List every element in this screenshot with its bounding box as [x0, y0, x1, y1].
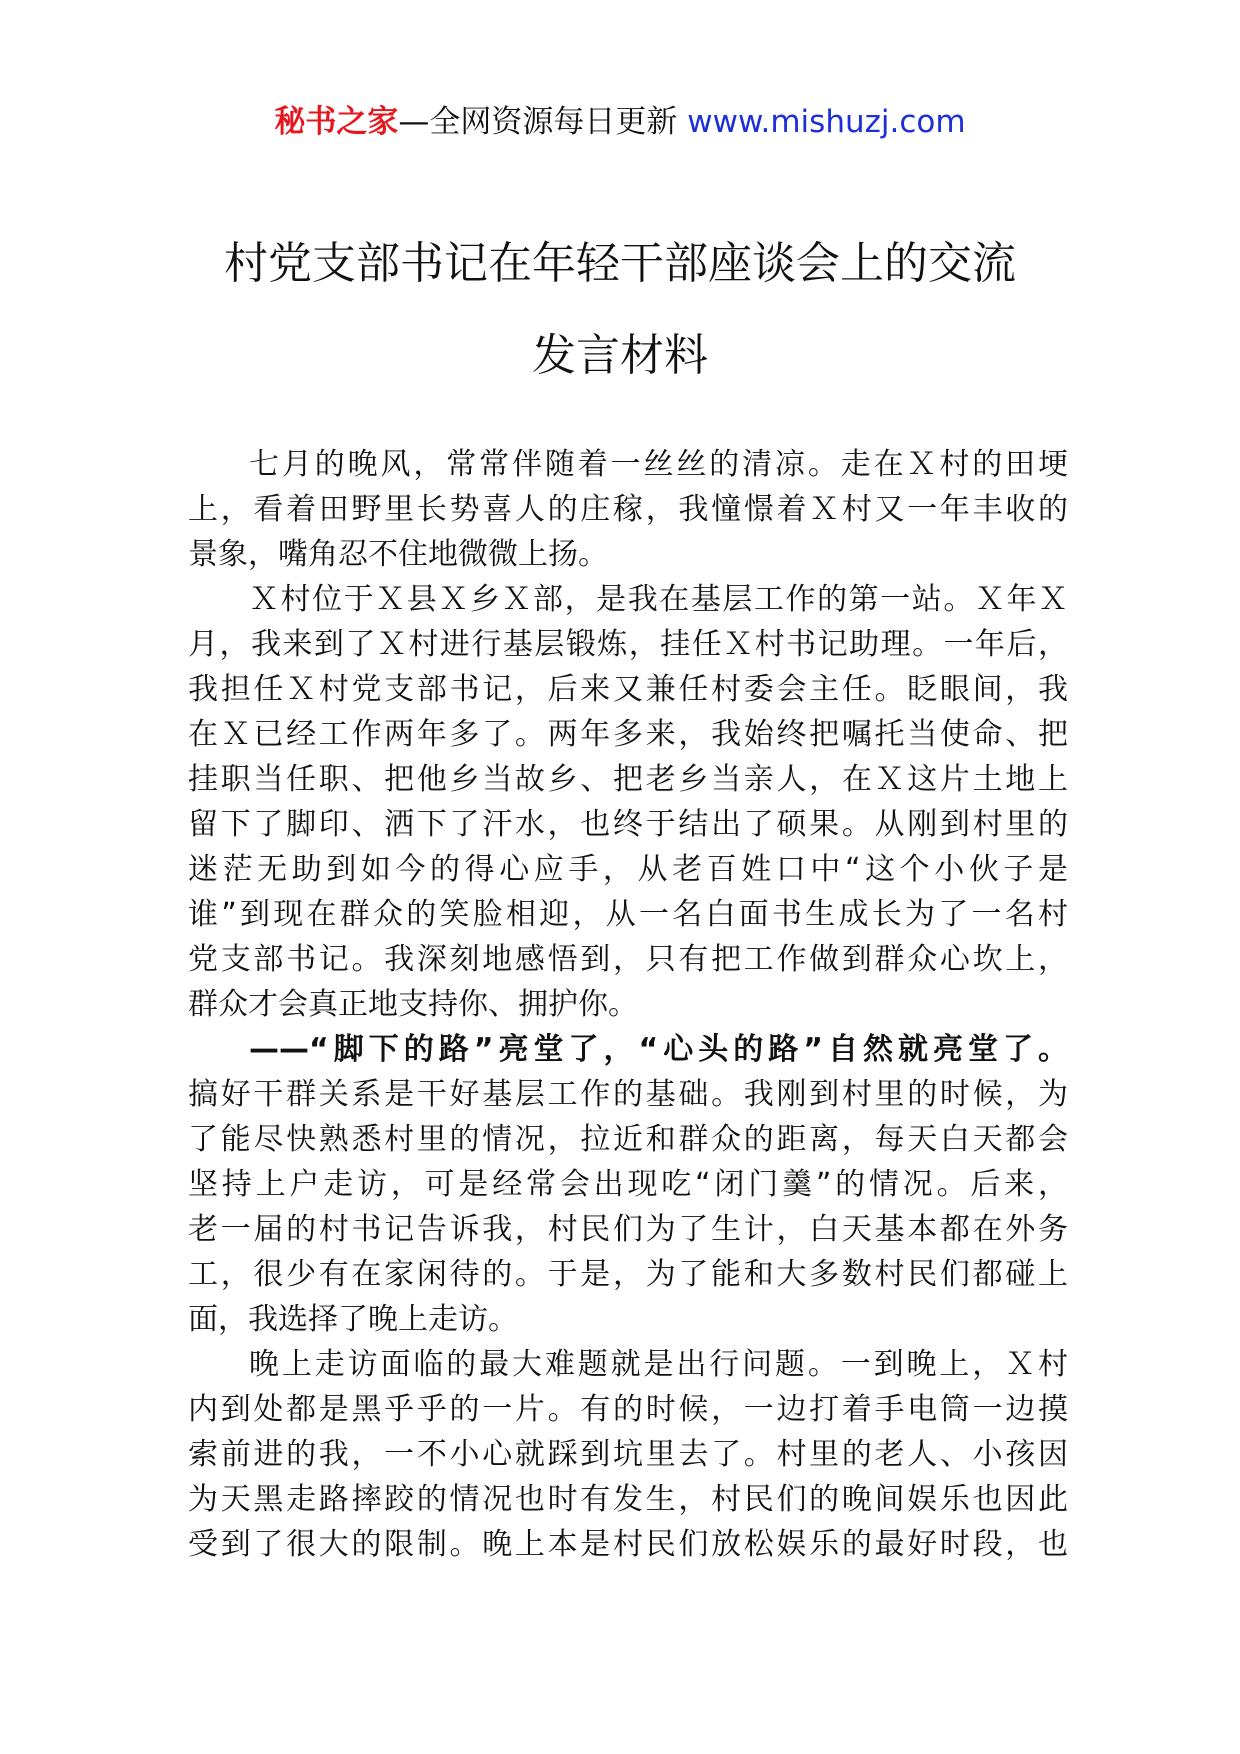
paragraph-line: 面，我选择了晚上走访。: [188, 1302, 518, 1337]
paragraph-line: 留下了脚印、洒下了汗水，也终于结出了硕果。从刚到村里的: [188, 807, 1068, 842]
title-line-2: 发言材料: [532, 330, 708, 381]
site-header: [0, 100, 1240, 144]
paragraph-line: 迷茫无助到如今的得心应手，从老百姓口中“这个小伙子是: [188, 852, 1068, 887]
paragraph-line: 晚上走访面临的最大难题就是出行问题。一到晚上，Ｘ村: [249, 1347, 1068, 1382]
paragraph-line: 群众才会真正地支持你、拥护你。: [188, 987, 638, 1022]
brand-name: 秘书之家: [274, 104, 399, 140]
document-body: [188, 442, 1068, 1567]
paragraph-line: 我担任Ｘ村党支部书记，后来又兼任村委会主任。眨眼间，我: [188, 672, 1068, 707]
paragraph-line: 在Ｘ已经工作两年多了。两年多来，我始终把嘱托当使命、把: [188, 717, 1068, 752]
paragraph-line: 工，很少有在家闲待的。于是，为了能和大多数村民们都碰上: [188, 1257, 1068, 1292]
section-heading: ——“脚下的路”亮堂了，“心头的路”自然就亮堂了。: [249, 1032, 1068, 1067]
title-line-1: 村党支部书记在年轻干部座谈会上的交流: [224, 238, 1016, 289]
paragraph-line: Ｘ村位于Ｘ县Ｘ乡Ｘ部，是我在基层工作的第一站。Ｘ年Ｘ: [249, 582, 1068, 617]
document-title: [150, 218, 1090, 402]
paragraph-line: 了能尽快熟悉村里的情况，拉近和群众的距离，每天白天都会: [188, 1122, 1068, 1157]
site-url-link[interactable]: www.mishuzj.com: [687, 104, 966, 140]
header-tagline: —全网资源每日更新: [398, 104, 678, 140]
paragraph-line: 受到了很大的限制。晚上本是村民们放松娱乐的最好时段，也: [188, 1527, 1068, 1562]
paragraph-line: 搞好干群关系是干好基层工作的基础。我刚到村里的时候，为: [188, 1077, 1068, 1112]
paragraph-line: 坚持上户走访，可是经常会出现吃“闭门羹”的情况。后来，: [188, 1167, 1068, 1202]
paragraph-line: 挂职当任职、把他乡当故乡、把老乡当亲人，在Ｘ这片土地上: [188, 762, 1068, 797]
paragraph-line: 为天黑走路摔跤的情况也时有发生，村民们的晚间娱乐也因此: [188, 1482, 1068, 1517]
paragraph-line: 老一届的村书记告诉我，村民们为了生计，白天基本都在外务: [188, 1212, 1068, 1247]
paragraph-line: 党支部书记。我深刻地感悟到，只有把工作做到群众心坎上，: [188, 942, 1068, 977]
paragraph-line: 内到处都是黑乎乎的一片。有的时候，一边打着手电筒一边摸: [188, 1392, 1068, 1427]
paragraph-line: 上，看着田野里长势喜人的庄稼，我憧憬着Ｘ村又一年丰收的: [188, 492, 1068, 527]
paragraph-line: 谁”到现在群众的笑脸相迎，从一名白面书生成长为了一名村: [188, 897, 1068, 932]
paragraph-line: 月，我来到了Ｘ村进行基层锻炼，挂任Ｘ村书记助理。一年后，: [188, 627, 1068, 662]
paragraph-line: 景象，嘴角忍不住地微微上扬。: [188, 537, 608, 572]
paragraph-line: 索前进的我，一不小心就踩到坑里去了。村里的老人、小孩因: [188, 1437, 1068, 1472]
paragraph-line: 七月的晚风，常常伴随着一丝丝的清凉。走在Ｘ村的田埂: [249, 447, 1068, 482]
